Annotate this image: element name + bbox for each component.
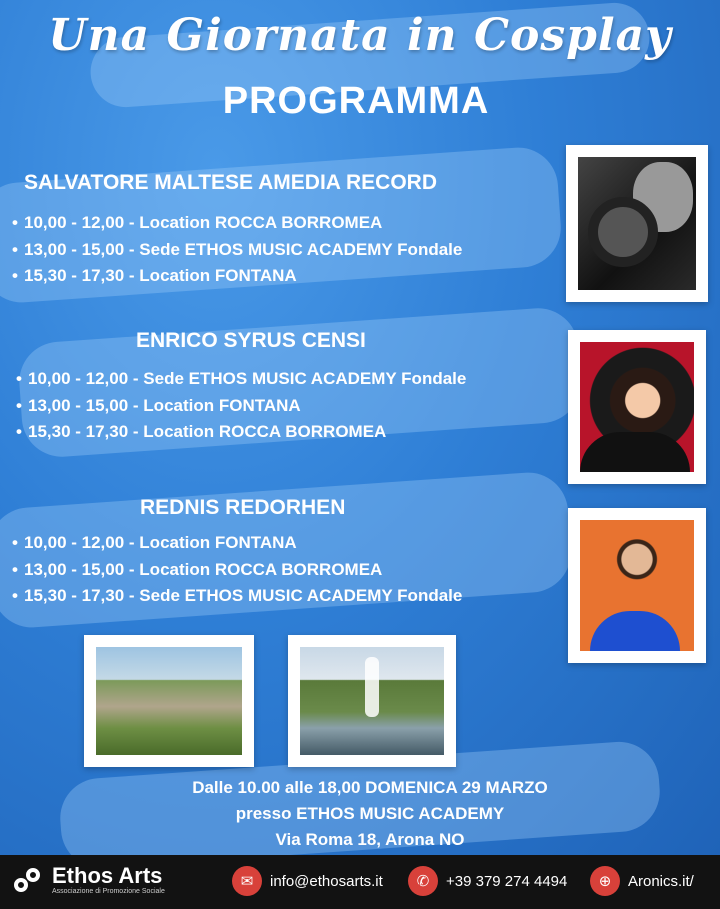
mail-icon: ✉ bbox=[232, 866, 262, 896]
location-photo-fontana bbox=[288, 635, 456, 767]
bullet-icon: • bbox=[12, 239, 18, 259]
artist-name-2: ENRICO SYRUS CENSI bbox=[136, 329, 366, 352]
brand-name: Ethos Arts bbox=[52, 863, 163, 888]
location-photo-rocca bbox=[84, 635, 254, 767]
event-date-line: Dalle 10.00 alle 18,00 DOMENICA 29 MARZO bbox=[192, 778, 548, 797]
bullet-icon: • bbox=[16, 395, 22, 415]
schedule-slot: • 15,30 - 17,30 - Sede ETHOS MUSIC ACADEMY Fondale bbox=[12, 583, 462, 610]
bullet-icon: • bbox=[12, 586, 18, 605]
globe-icon: ⊕ bbox=[590, 866, 620, 896]
artist-name-3: REDNIS REDORHEN bbox=[140, 496, 346, 519]
website-text[interactable]: Aronics.it/ bbox=[628, 872, 694, 890]
schedule-slot: • 10,00 - 12,00 - Location ROCCA BORROMEA bbox=[12, 210, 462, 237]
castle-ruins-image bbox=[96, 647, 242, 755]
cosplayer-image bbox=[580, 520, 694, 651]
camera-lens-shape bbox=[588, 197, 658, 267]
bullet-icon: • bbox=[12, 559, 18, 579]
schedule-slot: • 13,00 - 15,00 - Location ROCCA BORROMEA bbox=[12, 557, 462, 584]
schedule-list-1 bbox=[12, 210, 462, 290]
portrait-image bbox=[580, 342, 694, 472]
bullet-icon: • bbox=[12, 533, 18, 552]
schedule-slot: • 15,30 - 17,30 - Location FONTANA bbox=[12, 263, 462, 290]
body-shape bbox=[580, 432, 690, 472]
bullet-icon: • bbox=[16, 369, 22, 388]
schedule-list-3 bbox=[12, 530, 462, 610]
brand-tagline: Associazione di Promozione Sociale bbox=[52, 888, 165, 895]
schedule-slot: • 15,30 - 17,30 - Location ROCCA BORROMEA bbox=[16, 419, 466, 446]
bullet-icon: • bbox=[12, 266, 18, 285]
artist-photo-3 bbox=[568, 508, 706, 663]
footer-bar bbox=[0, 855, 720, 909]
bullet-icon: • bbox=[12, 213, 18, 232]
page-subtitle: PROGRAMMA bbox=[222, 80, 490, 122]
schedule-slot: • 13,00 - 15,00 - Sede ETHOS MUSIC ACADEMY Fondale bbox=[12, 237, 462, 264]
email-text[interactable]: info@ethosarts.it bbox=[270, 872, 383, 890]
fountain-jet-shape bbox=[365, 657, 379, 717]
schedule-slot: • 13,00 - 15,00 - Location FONTANA bbox=[16, 393, 466, 420]
artist-photo-2 bbox=[568, 330, 706, 484]
contact-email[interactable] bbox=[232, 866, 383, 896]
event-address-line: Via Roma 18, Arona NO bbox=[275, 830, 465, 849]
ethos-arts-logo-icon bbox=[12, 864, 46, 898]
phone-text[interactable]: +39 379 274 4494 bbox=[446, 872, 568, 890]
brand bbox=[12, 864, 165, 898]
artist-name-1: SALVATORE MALTESE AMEDIA RECORD bbox=[24, 171, 438, 194]
event-venue-line: presso ETHOS MUSIC ACADEMY bbox=[235, 804, 505, 823]
schedule-list-2 bbox=[16, 366, 466, 446]
contact-website[interactable] bbox=[590, 866, 694, 896]
script-title: Una Giornata in Cosplay bbox=[48, 10, 672, 61]
photographer-image bbox=[578, 157, 696, 290]
bullet-icon: • bbox=[16, 422, 22, 441]
body-shape bbox=[590, 611, 680, 651]
schedule-slot: • 10,00 - 12,00 - Sede ETHOS MUSIC ACADEMY Fondale bbox=[16, 366, 466, 393]
phone-icon: ✆ bbox=[408, 866, 438, 896]
fountain-image bbox=[300, 647, 444, 755]
schedule-slot: • 10,00 - 12,00 - Location FONTANA bbox=[12, 530, 462, 557]
contact-phone[interactable] bbox=[408, 866, 567, 896]
artist-photo-1 bbox=[566, 145, 708, 302]
